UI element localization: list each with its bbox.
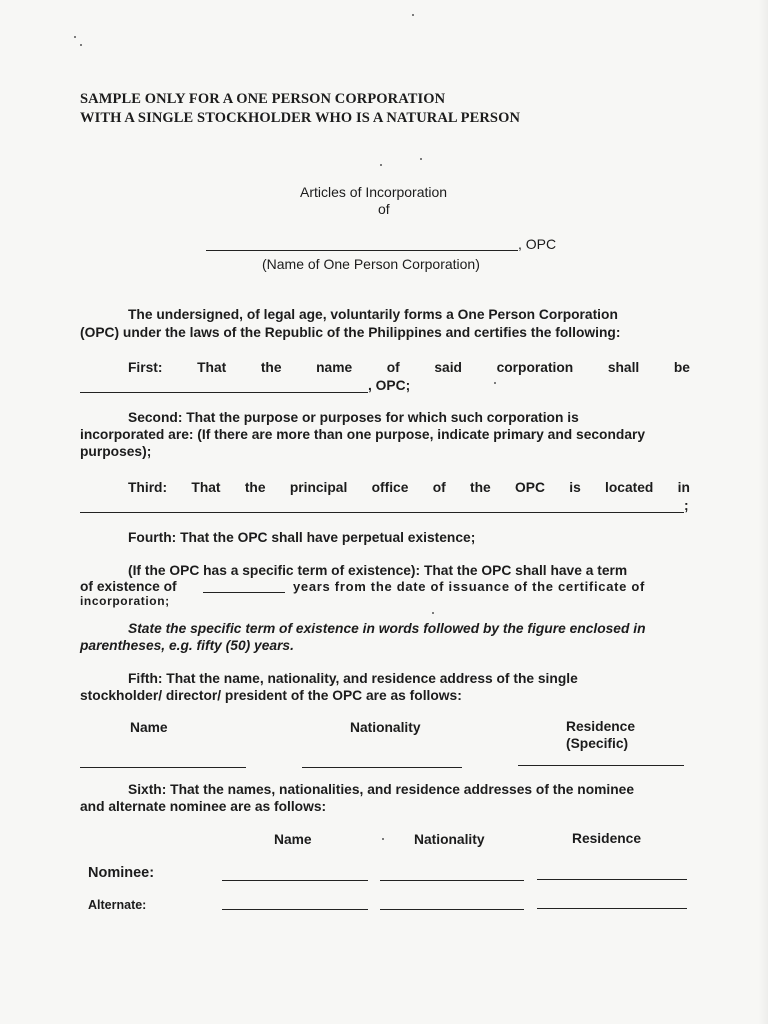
first-name-blank[interactable] [80, 392, 368, 393]
nominee-residence-blank[interactable] [537, 879, 687, 880]
fifth-nationality-blank[interactable] [302, 767, 462, 768]
first-word: corporation [496, 360, 574, 375]
sixth-line-2: and alternate nominee are as follows: [80, 799, 327, 814]
first-word: be [673, 360, 690, 375]
header-line-1: SAMPLE ONLY FOR A ONE PERSON CORPORATION [80, 91, 446, 107]
term-note-line-2: parentheses, e.g. fifty (50) years. [80, 638, 294, 653]
fifth-col-nationality: Nationality [350, 720, 421, 735]
first-word: of [386, 360, 400, 375]
speckle [412, 14, 414, 16]
title-line-2: of [378, 201, 390, 217]
speckle [80, 44, 82, 46]
fifth-line-2: stockholder/ director/ president of the OPC are as follows: [80, 688, 462, 703]
term-note-line-1: State the specific term of existence in words followed by the figure enclosed in [128, 621, 646, 636]
third-clause-line [128, 480, 690, 495]
third-office-blank[interactable] [80, 512, 684, 513]
third-word: OPC [515, 480, 545, 495]
first-word: said [434, 360, 462, 375]
first-opc-suffix: , OPC; [368, 378, 411, 393]
sixth-line-1: Sixth: That the names, nationalities, and residence addresses of the nominee [128, 782, 635, 797]
speckle [74, 36, 76, 38]
first-word: shall [607, 360, 640, 375]
intro-line-2: (OPC) under the laws of the Republic of the Philippines and certifies the following: [80, 325, 621, 340]
nominee-name-blank[interactable] [222, 880, 368, 881]
term-years-blank[interactable] [203, 592, 285, 593]
second-line-1: Second: That the purpose or purposes for which such corporation is [128, 410, 579, 425]
term-line-1: (If the OPC has a specific term of existence): That the OPC shall have a term [128, 563, 628, 578]
first-word: name [316, 360, 353, 375]
third-word: the [470, 480, 491, 495]
fifth-col-residence-specific: (Specific) [566, 736, 629, 751]
third-word: That [191, 480, 221, 495]
fifth-col-name: Name [130, 720, 168, 735]
third-word: is [569, 480, 581, 495]
fifth-line-1: Fifth: That the name, nationality, and residence address of the single [128, 671, 578, 686]
third-word: of [432, 480, 446, 495]
term-line-3: incorporation; [80, 594, 170, 608]
third-word: the [244, 480, 266, 495]
alternate-nationality-blank[interactable] [380, 909, 524, 910]
term-line-2a: of existence of [80, 579, 177, 594]
fourth-line-1: Fourth: That the OPC shall have perpetual existence; [128, 530, 476, 545]
sixth-col-name: Name [274, 832, 312, 847]
header-line-2: WITH A SINGLE STOCKHOLDER WHO IS A NATURAL PERSON [80, 110, 521, 126]
nominee-nationality-blank[interactable] [380, 880, 524, 881]
speckle [432, 612, 434, 614]
sixth-col-residence: Residence [572, 831, 642, 846]
nominee-label: Nominee: [88, 865, 155, 881]
third-suffix: ; [684, 498, 689, 513]
alternate-label: Alternate: [88, 898, 147, 912]
speckle [420, 158, 422, 160]
first-word: First: [128, 360, 163, 375]
fifth-residence-blank[interactable] [518, 765, 684, 766]
corporation-name-blank[interactable] [206, 250, 518, 251]
speckle [380, 164, 382, 166]
speckle [382, 838, 384, 840]
third-word: located [605, 480, 654, 495]
alternate-residence-blank[interactable] [537, 908, 687, 909]
name-caption: (Name of One Person Corporation) [262, 256, 480, 272]
title-line-1: Articles of Incorporation [300, 184, 448, 200]
third-word: principal [289, 480, 348, 495]
third-word: Third: [128, 480, 168, 495]
term-line-2b: years from the date of issuance of the certificate of [293, 579, 646, 594]
alternate-name-blank[interactable] [222, 909, 368, 910]
second-line-2: incorporated are: (If there are more than one purpose, indicate primary and secondary [80, 427, 646, 442]
intro-line-1: The undersigned, of legal age, voluntarily forms a One Person Corporation [128, 307, 618, 322]
fifth-name-blank[interactable] [80, 767, 246, 768]
first-word: the [260, 360, 282, 375]
third-word: in [677, 480, 690, 495]
sixth-col-nationality: Nationality [414, 832, 485, 847]
first-clause-line [128, 360, 690, 375]
title-opc-suffix: , OPC [518, 236, 557, 252]
fifth-col-residence: Residence [566, 719, 636, 734]
third-word: office [371, 480, 409, 495]
page-edge-shadow [758, 0, 768, 1024]
speckle [494, 382, 496, 384]
second-line-3: purposes); [80, 444, 152, 459]
first-word: That [197, 360, 227, 375]
